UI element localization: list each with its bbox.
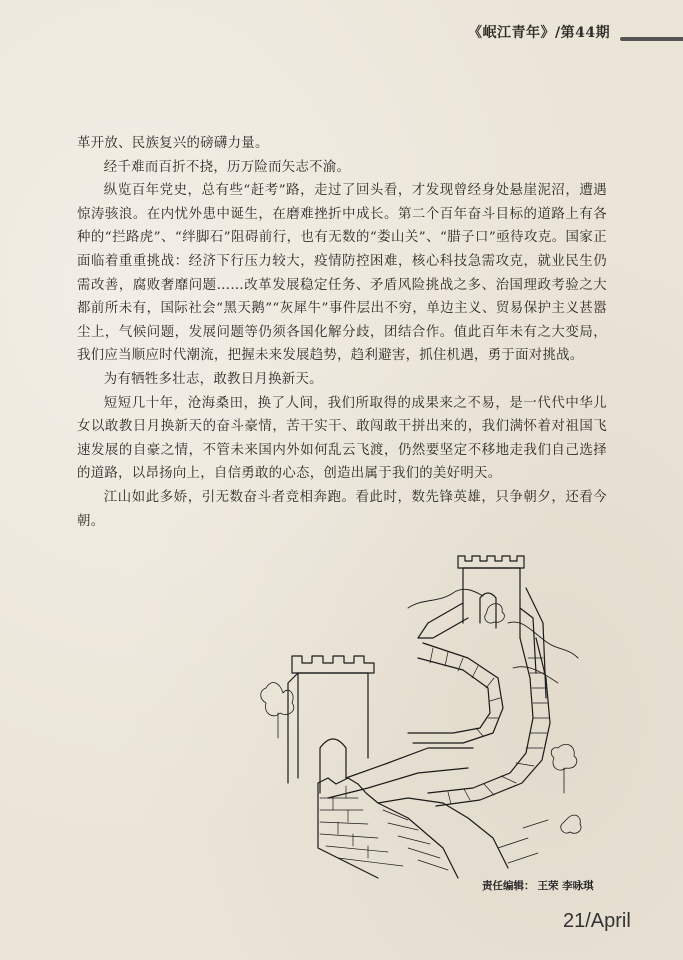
magazine-header — [468, 22, 610, 42]
editor-names: 王荣 李咏琪 — [537, 880, 594, 892]
paragraph-continued: 革开放、民族复兴的磅礴力量。 — [77, 136, 269, 151]
paragraph-heading-1: 经千难而百折不挠，历万险而矢志不渝。 — [103, 159, 351, 175]
paragraph-heading-2: 为有牺牲多壮志，敢教日月换新天。 — [103, 371, 323, 387]
issue-number: /第44期 — [555, 25, 611, 41]
magazine-title: 《岷江青年》 — [468, 25, 555, 41]
paragraph-closing: 江山如此多娇，引无数奋斗者竞相奔跑。看此时，数先锋英雄，只争朝夕，还看今朝。 — [77, 489, 607, 529]
paragraph-body-1: 纵览百年党史，总有些“赶考”路，走过了回头看，才发现曾经身处悬崖泥沼，遭遇惊涛骇浪。在内忧外患中诞生，在磨难挫折中成长。第二个百年奋斗目标的道路上有各种的“拦路虎”、“绊脚石”阻碍前行，也有无数的“娄山关”、“腊子口”亟待攻克。国家正面临着重重挑战：经济下行压力较大，疫情防控困难，核心科技急需攻克，就业民生仍需改善，腐败奢靡问题……改革发展稳定任务、矛盾风险挑战之多、治国理政考验之大都前所未有，国际社会“黑天鹅”“灰犀牛”事件层出不穷，单边主义、贸易保护主义甚嚣尘上，气候问题，发展问题等仍须各国化解分歧，团结合作。值此百年未有之大变局，我们应当顺应时代潮流，把握未来发展趋势，趋利避害，抓住机遇，勇于面对挑战。 — [77, 183, 607, 364]
article-body — [77, 132, 607, 533]
page-number: 21/April — [563, 910, 631, 932]
paragraph-body-2: 短短几十年，沧海桑田，换了人间，我们所取得的成果来之不易，是一代代中华儿女以敢教日月换新天的奋斗豪情，苦干实干、敢闯敢干拼出来的，我们满怀着对祖国飞速发展的自豪之情，不管未来国内外如何乱云飞渡，仍然要坚定不移地走我们自己选择的道路，以昂扬向上，自信勇敢的心态，创造出属于我们的美好明天。 — [77, 395, 607, 482]
great-wall-illustration — [258, 548, 598, 883]
responsible-editor — [482, 878, 594, 893]
editor-label: 责任编辑： — [482, 880, 535, 892]
header-rule — [620, 37, 683, 41]
